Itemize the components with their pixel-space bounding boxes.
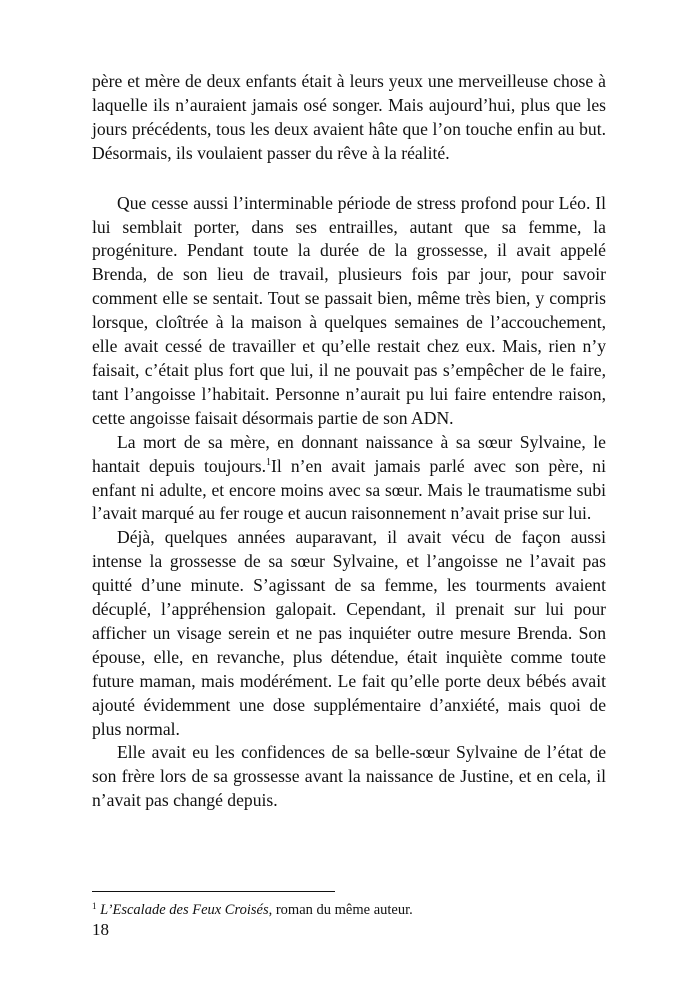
footnote-reference: 1 bbox=[266, 456, 272, 468]
footnote-separator bbox=[92, 891, 335, 892]
paragraph-3 bbox=[92, 431, 606, 527]
paragraph-5: Elle avait eu les confidences de sa belle-sœur Sylvaine de l’état de son frère lors de sa grossesse avant la naissance de Justine, et en cela, il n’avait pas changé depuis. bbox=[92, 742, 606, 811]
footnote-book-title: L’Escalade des Feux Croisés bbox=[100, 902, 269, 918]
footnote-text: , roman du même auteur. bbox=[268, 902, 413, 918]
page-body bbox=[92, 70, 606, 813]
paragraph-4: Déjà, quelques années auparavant, il avait vécu de façon aussi intense la grossesse de sa sœur Sylvaine, et l’angoisse ne l’avait pas quitté d’une minute. S’agissant de sa femme, les tourments avaient décuplé, l’appréhension galopait. Cependant, il prenait sur lui pour afficher un visage serein et ne pas inquiéter outre mesure Brenda. Son épouse, elle, en revanche, plus détendue, était inquiète comme toute future maman, mais modérément. Le fait qu’elle porte deux bébés avait ajouté évidemment une dose supplémentaire d’anxiété, mais quoi de plus normal. bbox=[92, 527, 606, 739]
paragraph-1: père et mère de deux enfants était à leurs yeux une merveilleuse chose à laquelle ils n’auraient jamais osé songer. Mais aujourd’hui, plus que les jours précédents, tous les deux avaient hâte que l’on touche enfin au but. Désormais, ils voulaient passer du rêve à la réalité. bbox=[92, 71, 606, 163]
paragraph-3-after-note: Il n’en avait jamais parlé avec son père, ni enfant ni adulte, et encore moins avec sa sœur. Mais le traumatisme subi l’avait marqué au fer rouge et aucun raisonnement n’avait prise sur lui. bbox=[92, 455, 606, 524]
footnote bbox=[92, 901, 606, 919]
page-number: 18 bbox=[92, 920, 109, 939]
paragraph-3-before-note: La mort de sa mère, en donnant naissance à sa sœur Sylvaine, le hantait depuis toujours. bbox=[92, 431, 606, 476]
footnote-mark: 1 bbox=[92, 901, 97, 911]
paragraph-2: Que cesse aussi l’interminable période de stress profond pour Léo. Il lui semblait porter, dans ses entrailles, autant que sa femme, la progéniture. Pendant toute la durée de la grossesse, il avait appelé Brenda, de son lieu de travail, plusieurs fois par jour, pour savoir comment elle se sentait. Tout se passait bien, même très bien, y compris lorsque, cloîtrée à la maison à quelques semaines de l’accouchement, elle avait cessé de travailler et qu’elle restait chez eux. Mais, rien n’y faisait, c’était plus fort que lui, il ne pouvait pas s’empêcher de le faire, tant l’angoisse l’habitait. Personne n’aurait pu lui faire entendre raison, cette angoisse faisait désormais partie de son ADN. bbox=[92, 192, 606, 428]
